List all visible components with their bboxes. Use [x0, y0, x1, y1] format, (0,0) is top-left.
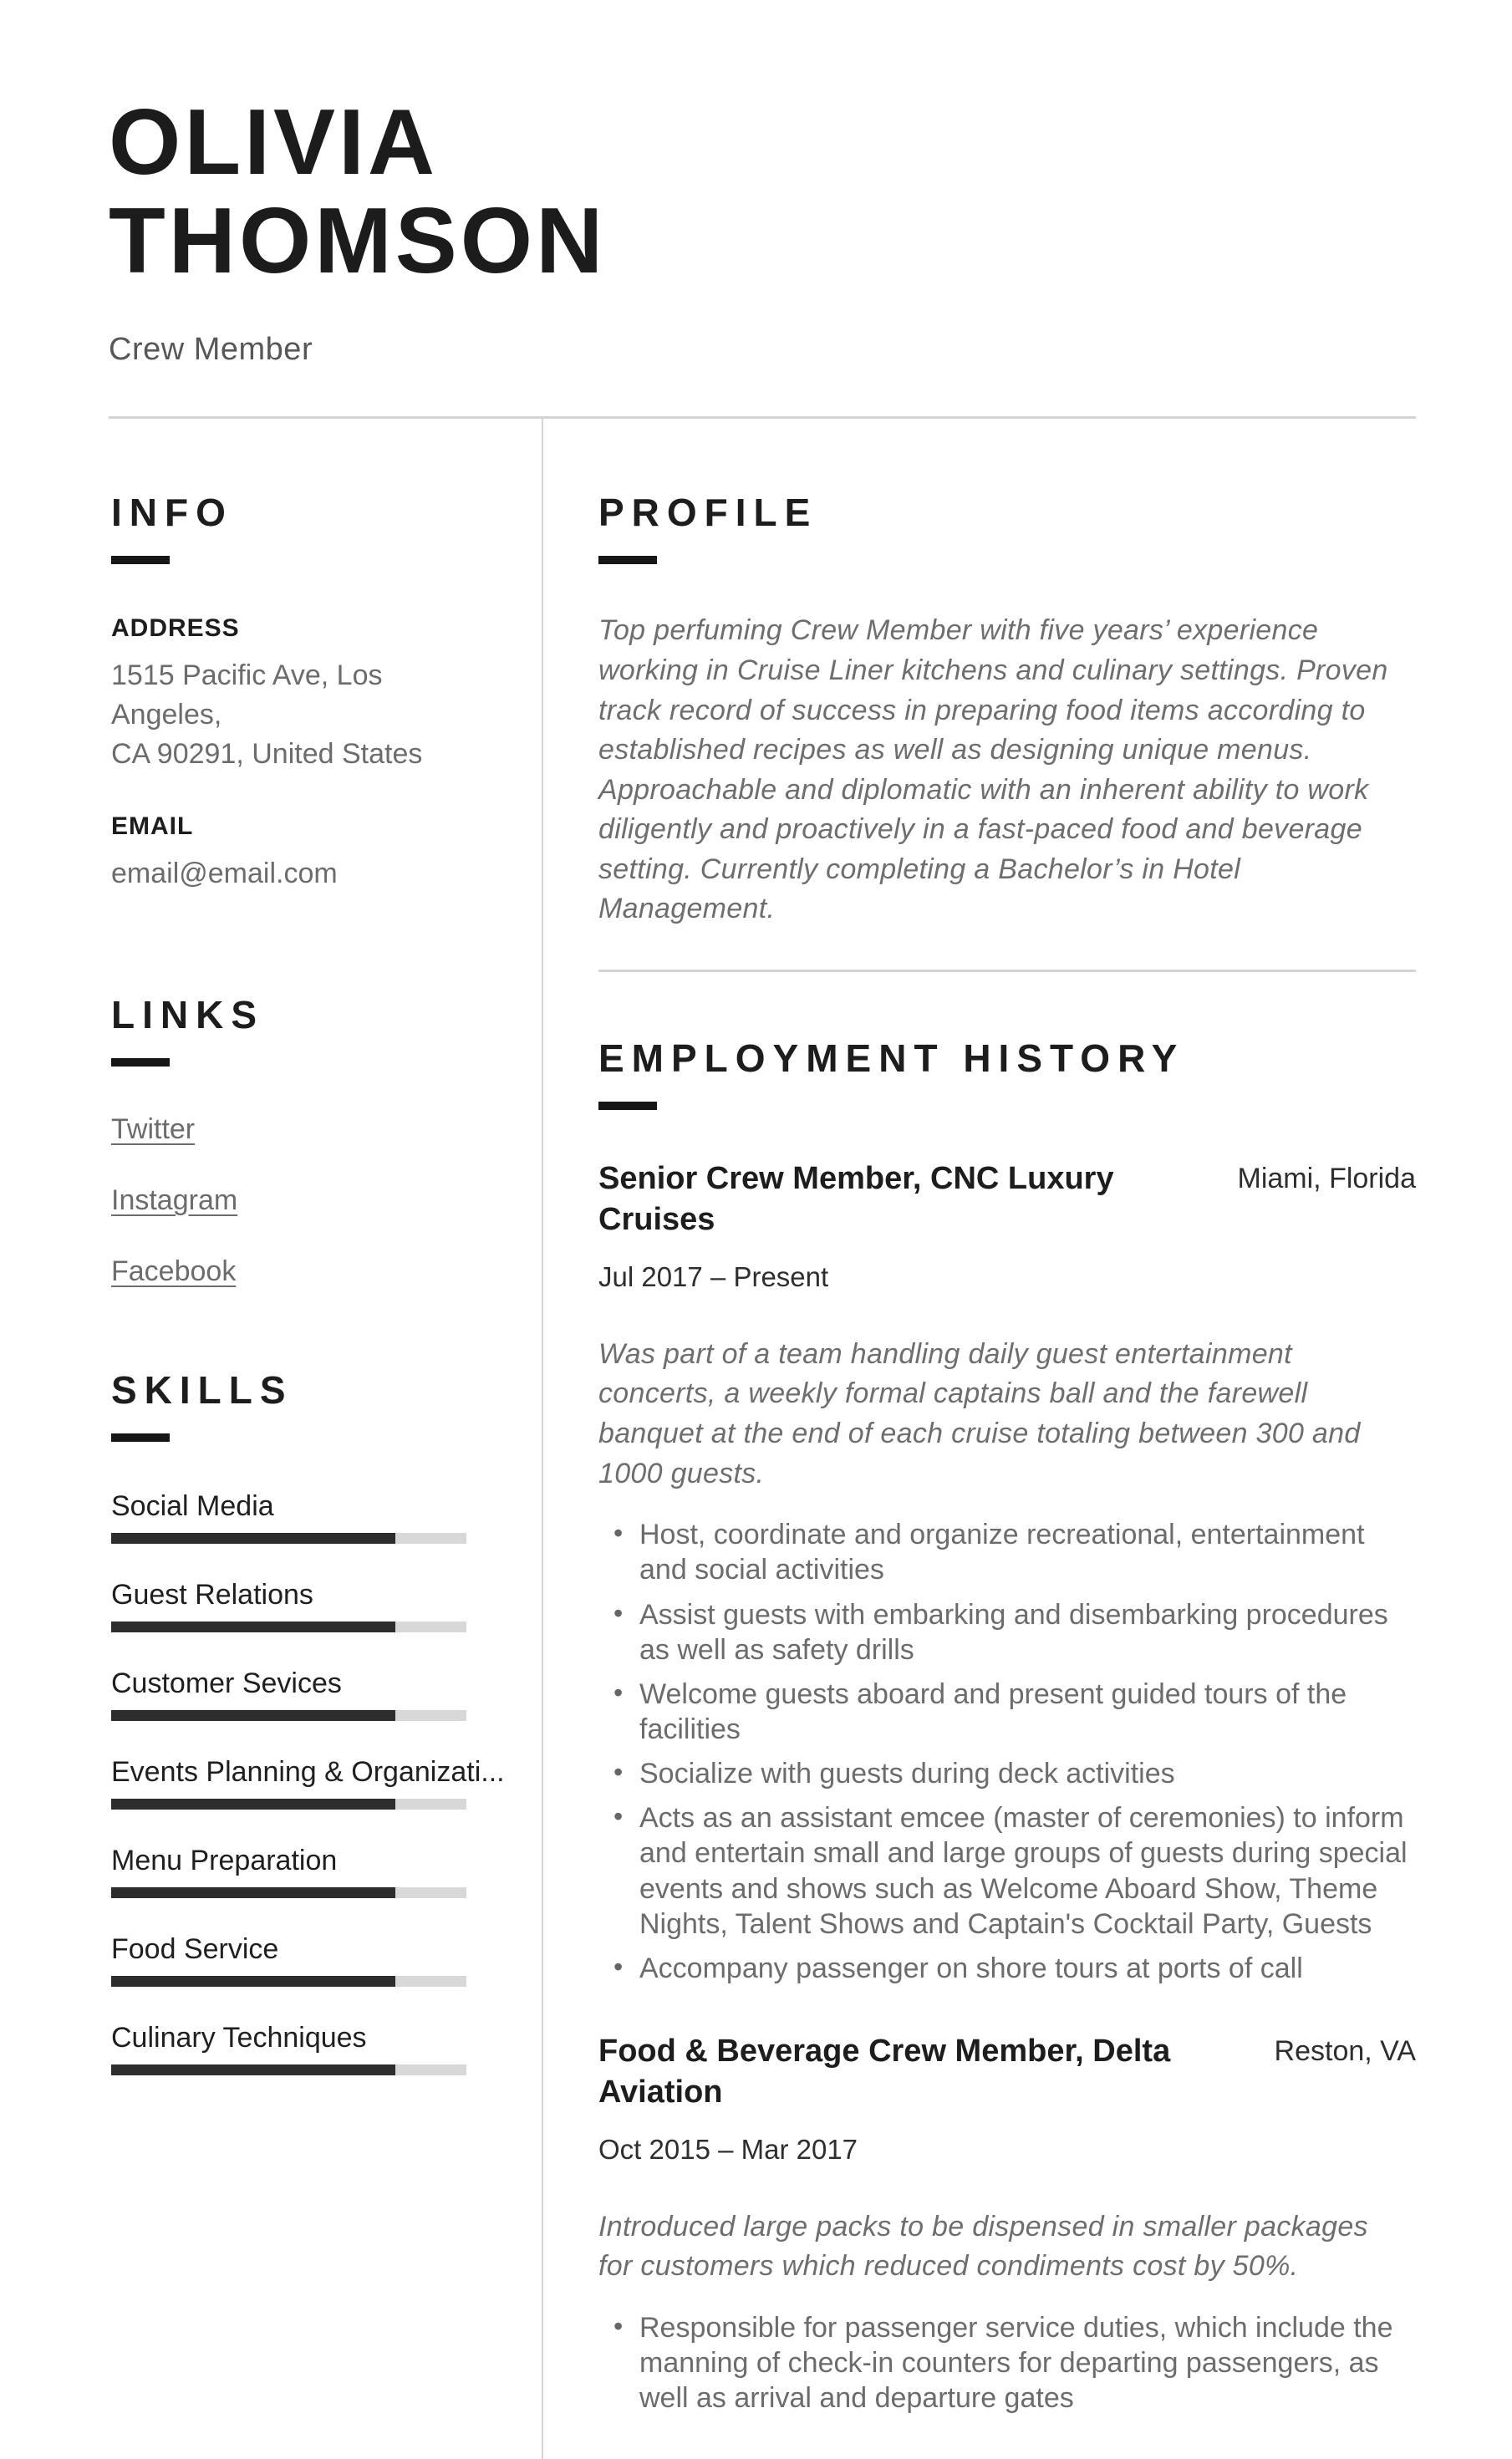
person-job-title: Crew Member [109, 332, 313, 368]
address-line-2: CA 90291, United States [111, 738, 423, 771]
skill-label: Events Planning & Organizati... [111, 1755, 505, 1788]
skill-item [111, 1490, 466, 1544]
resume-header [0, 0, 1512, 368]
link-facebook[interactable]: Facebook [111, 1255, 237, 1287]
skill-item [111, 1579, 466, 1632]
info-heading-bar [111, 556, 170, 564]
profile-section [598, 490, 1416, 929]
profile-text: Top perfuming Crew Member with five years’ experience working in Cruise Liner kitchens and culinary settings. Proven track record of success in preparing food items according to established recipes as well as designing unique menus. Approachable and diplomatic with an inherent ability to work diligently and proactively in a fast-paced food and beverage setting. Currently completing a Bachelor’s in Hotel Management. [598, 614, 1388, 925]
job-location: Reston, VA [1274, 2035, 1416, 2068]
job-dates: Jul 2017 – Present [598, 1260, 829, 1292]
email-value: email@email.com [111, 858, 338, 890]
skill-label: Guest Relations [111, 1578, 313, 1611]
job-dates: Oct 2015 – Mar 2017 [598, 2133, 858, 2165]
skill-label: Culinary Techniques [111, 2021, 367, 2054]
job-location: Miami, Florida [1237, 1163, 1416, 1195]
job-title: Senior Crew Member, CNC Luxury Cruises [598, 1161, 1114, 1238]
skills-section [111, 1367, 505, 2075]
link-instagram[interactable]: Instagram [111, 1184, 238, 1216]
skill-item [111, 1755, 505, 1810]
skill-progress-fill [111, 2064, 395, 2075]
info-heading: INFO [111, 491, 233, 535]
sidebar [109, 419, 543, 2458]
email-label: EMAIL [111, 812, 194, 841]
skill-progress-fill [111, 1710, 395, 1721]
skill-progress-fill [111, 1533, 395, 1544]
skill-label: Menu Preparation [111, 1844, 338, 1876]
skill-label: Social Media [111, 1489, 274, 1522]
skill-label: Food Service [111, 1932, 279, 1965]
bullet-item: • Responsible for passenger service duties, which include the manning of check-in counters for departing passengers, as well as arrival and departure gates [639, 2310, 1416, 2416]
skills-heading: SKILLS [111, 1367, 293, 1412]
skill-item [111, 2022, 466, 2075]
skill-progress-track [111, 1976, 466, 1987]
job-header [598, 1158, 1416, 1241]
bullet-item: • Socialize with guests during deck activities [639, 1756, 1416, 1791]
job-summary: Was part of a team handling daily guest entertainment concerts, a weekly formal captains ball and the farewell banquet at the end of each cruise totaling between 300 and 1000 guests. [598, 1337, 1361, 1489]
address-label: ADDRESS [111, 614, 240, 643]
job-bullet-list [598, 1517, 1416, 1986]
job-entry [598, 1158, 1416, 1986]
profile-heading: PROFILE [598, 491, 818, 535]
employment-section [598, 1036, 1416, 2416]
main-column [543, 419, 1416, 2458]
skills-list [111, 1489, 505, 2075]
job-summary: Introduced large packs to be dispensed in smaller packages for customers which reduced condiments cost by 50%. [598, 2210, 1368, 2283]
skill-progress-fill [111, 1976, 395, 1987]
skill-progress-track [111, 1799, 466, 1810]
skill-progress-fill [111, 1799, 395, 1810]
bullet-item: • Welcome guests aboard and present guided tours of the facilities [639, 1677, 1416, 1747]
links-section [111, 992, 466, 1288]
employment-heading-bar [598, 1102, 657, 1110]
address-line-1: 1515 Pacific Ave, Los Angeles, [111, 659, 383, 731]
skill-progress-fill [111, 1887, 395, 1898]
skill-progress-track [111, 1622, 466, 1632]
job-entry [598, 2031, 1416, 2416]
bullet-item: • Host, coordinate and organize recreational, entertainment and social activities [639, 1517, 1416, 1587]
skill-item [111, 1933, 466, 1987]
profile-heading-bar [598, 556, 657, 564]
person-name: OLIVIA THOMSON [109, 90, 607, 293]
skill-progress-track [111, 1887, 466, 1898]
skill-progress-fill [111, 1622, 395, 1632]
skill-progress-track [111, 1533, 466, 1544]
skill-progress-track [111, 1710, 466, 1721]
employment-heading: EMPLOYMENT HISTORY [598, 1036, 1185, 1081]
resume-body [109, 419, 1416, 2458]
job-header [598, 2031, 1416, 2114]
skill-progress-track [111, 2064, 466, 2075]
job-bullet-list [598, 2310, 1416, 2416]
section-divider [598, 970, 1416, 972]
skill-label: Customer Sevices [111, 1667, 342, 1699]
skills-heading-bar [111, 1433, 170, 1442]
jobs-list [598, 1158, 1416, 2416]
links-list [111, 1113, 466, 1288]
bullet-item: • Accompany passenger on shore tours at ports of call [639, 1951, 1416, 1986]
info-section [111, 490, 466, 893]
skill-item [111, 1667, 466, 1721]
link-twitter[interactable]: Twitter [111, 1112, 196, 1145]
bullet-item: • Assist guests with embarking and disembarking procedures as well as safety drills [639, 1597, 1416, 1667]
skill-item [111, 1845, 466, 1898]
bullet-item: • Acts as an assistant emcee (master of ceremonies) to inform and entertain small and large groups of guests during special events and shows such as Welcome Aboard Show, Theme Nights, Talent Shows and Captain's Cocktail Party, Guests [639, 1800, 1416, 1942]
links-heading-bar [111, 1058, 170, 1067]
job-title: Food & Beverage Crew Member, Delta Aviation [598, 2034, 1171, 2110]
links-heading: LINKS [111, 992, 264, 1036]
